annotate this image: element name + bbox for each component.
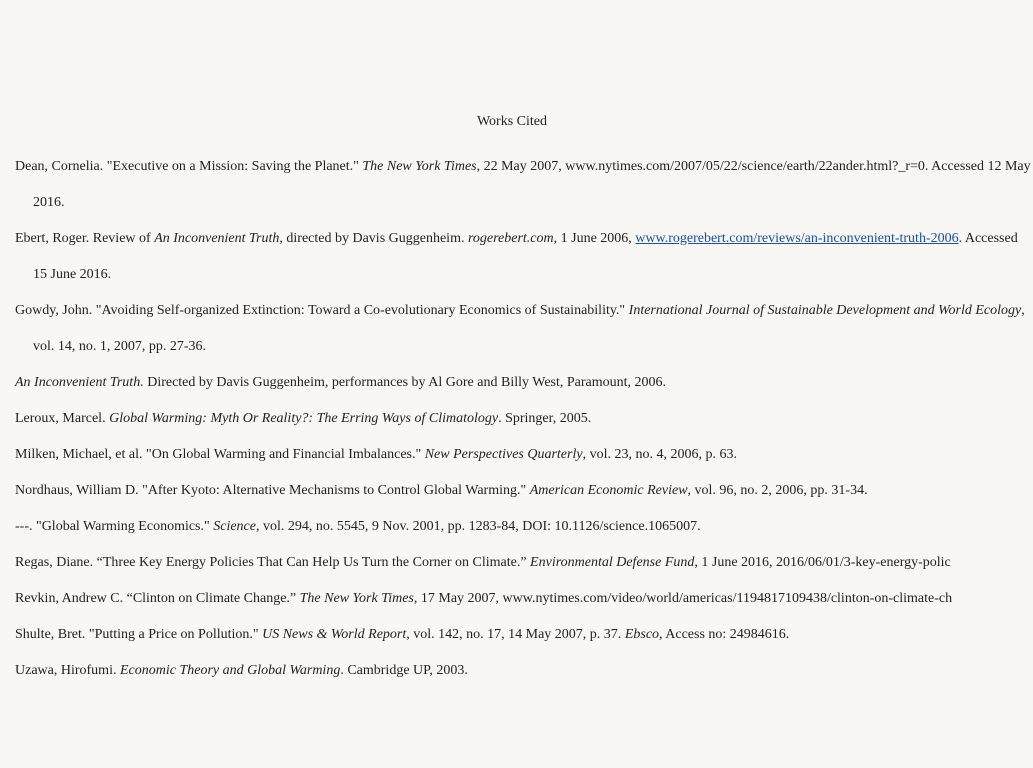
citation-entry: Dean, Cornelia. "Executive on a Mission: Saving the Planet." The New York Times, 22 May 2007, www.nytimes.com/2007/05/22/science/earth/22ander.html?_r=0. Accessed 12 May 2016. (15, 159, 1031, 210)
citation-entry: Shulte, Bret. "Putting a Price on Pollution." US News & World Report, vol. 142, no. 17, 14 May 2007, p. 37. Ebsco, Access no: 24984616. (15, 627, 790, 642)
citation-entry: Revkin, Andrew C. “Clinton on Climate Change.” The New York Times, 17 May 2007, www.nytimes.com/video/world/americas/1194817109438/clinton-on-climate-ch (15, 591, 953, 606)
page-title: Works Cited (476, 114, 548, 129)
citation-entry: An Inconvenient Truth. Directed by Davis Guggenheim, performances by Al Gore and Billy West, Paramount, 2006. (15, 375, 667, 390)
works-cited-list (15, 149, 1031, 698)
citation-entry: Nordhaus, William D. "After Kyoto: Alternative Mechanisms to Control Global Warming." American Economic Review, vol. 96, no. 2, 2006, pp. 31-34. (15, 483, 868, 498)
citation-link[interactable]: www.rogerebert.com/reviews/an-inconvenient-truth-2006 (635, 231, 959, 246)
citation-entry: Milken, Michael, et al. "On Global Warming and Financial Imbalances." New Perspectives Quarterly, vol. 23, no. 4, 2006, p. 63. (15, 447, 737, 462)
citation-entry: ---. "Global Warming Economics." Science, vol. 294, no. 5545, 9 Nov. 2001, pp. 1283-84, DOI: 10.1126/science.1065007. (15, 519, 701, 534)
citation-entry: Regas, Diane. “Three Key Energy Policies That Can Help Us Turn the Corner on Climate.” Environmental Defense Fund, 1 June 2016, 2016/06/01/3-key-energy-polic (15, 555, 951, 570)
citation-entry: Leroux, Marcel. Global Warming: Myth Or Reality?: The Erring Ways of Climatology. Springer, 2005. (15, 411, 592, 426)
citation-entry: Uzawa, Hirofumi. Economic Theory and Global Warming. Cambridge UP, 2003. (15, 663, 468, 678)
citation-entry: Ebert, Roger. Review of An Inconvenient Truth, directed by Davis Guggenheim. rogerebert.com, 1 June 2006, www.rogerebert.com/reviews/an-inconvenient-truth-2006. Accessed 15 June 2016. (15, 231, 1018, 282)
citation-entry: Gowdy, John. "Avoiding Self-organized Extinction: Toward a Co-evolutionary Economics of Sustainability." International Journal of Sustainable Development and World Ecology, vol. 14, no. 1, 2007, pp. 27-36. (15, 303, 1025, 354)
